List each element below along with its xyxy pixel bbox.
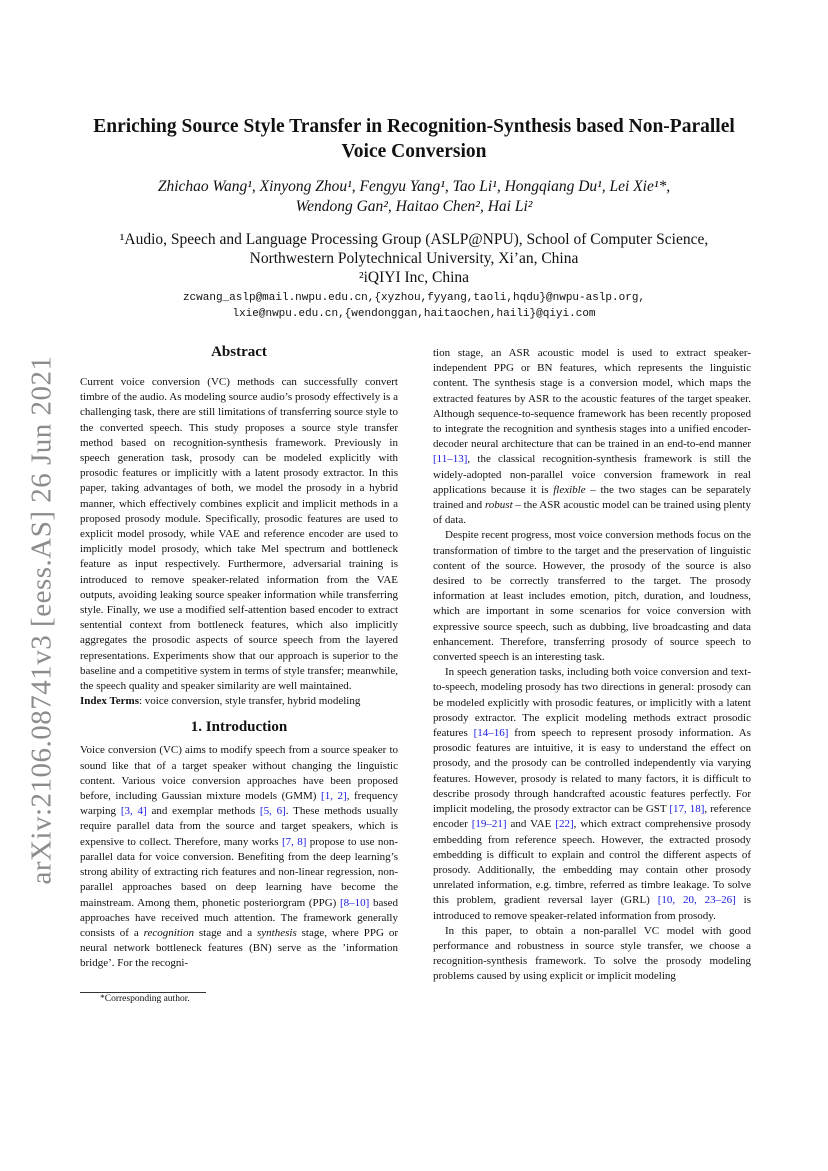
emphasis-text: robust <box>484 499 513 512</box>
body-text: , which extract comprehensive prosody embedding from reference speech. However, the extracted prosody embedding is difficult to explain and control the different aspects of prosody. Additionally, the embedding may contain other prosody unrelated information, e.g. timbre, referred as timbre leakage. To solve this problem, gradient reversal layer (GRL) <box>433 818 752 907</box>
affiliation-line-1: ¹Audio, Speech and Language Processing Group (ASLP@NPU), School of Computer Science, <box>119 231 709 248</box>
body-paragraph-1 <box>433 346 751 528</box>
index-terms-label: Index Terms <box>80 695 139 708</box>
citation-link[interactable]: [10, 20, 23–26] <box>657 894 736 907</box>
body-paragraph-4: In this paper, to obtain a non-parallel VC model with good performance and robustness in source style transfer, we choose a recognition-synthesis framework. To solve the prosody modeling problems caused by using explicit or implicit modeling <box>433 924 751 983</box>
intro-text: Voice conversion (VC) aims to modify speech from a source speaker to sound like that of a target speaker without changing the linguistic content. Various voice conversion approaches have been proposed before, including Gaussian mixture models (GMM) <box>80 744 398 803</box>
body-paragraph-3 <box>433 665 751 923</box>
intro-text: stage and a <box>193 926 257 939</box>
citation-link[interactable]: [11–13] <box>433 453 468 466</box>
citation-link[interactable]: [5, 6] <box>259 805 286 818</box>
body-text: – the two stages can be separately trained and <box>433 483 751 512</box>
introduction-heading: 1. Introduction <box>190 719 288 736</box>
title-line-2: Voice Conversion <box>341 141 487 162</box>
citation-link[interactable]: [7, 8] <box>281 835 307 848</box>
body-text: tion stage, an ASR acoustic model is used to extract speaker-independent PPG or BN features, which represents the linguistic content. The synthesis stage is a conversion model, which maps the extracted features by ASR to the acoustic features of the target speaker. Although sequence-to-sequence framework has been recently proposed to integrate the recognition and synthesis stages into a unified encoder-decoder neural architecture that can be trained in an end-to-end manner <box>433 347 751 451</box>
body-text: In speech generation tasks, including both voice conversion and text-to-speech, modeling prosody has two directions in general: prosody can be modeled explicitly with prosodic features, or implicitly with a latent prosody extractor. The explicit modeling methods extract prosodic features <box>433 666 751 740</box>
right-column <box>433 346 751 985</box>
citation-link[interactable]: [19–21] <box>471 818 507 831</box>
arxiv-side-label <box>22 355 62 885</box>
citation-link[interactable]: [22] <box>555 818 574 831</box>
affiliation-line-2: Northwestern Polytechnical University, Xi’an, China <box>249 250 579 267</box>
emphasis-text: flexible <box>553 483 586 496</box>
intro-text: . These methods usually require parallel data from the source and target speakers, which is expensive to collect. Therefore, many works <box>80 805 398 848</box>
author-list <box>80 177 748 217</box>
body-text: , reference encoder <box>433 803 751 831</box>
authors-line-2: Wendong Gan², Haitao Chen², Hai Li² <box>295 198 533 215</box>
left-column <box>80 342 398 1006</box>
title-line-1: Enriching Source Style Transfer in Recognition-Synthesis based Non-Parallel <box>93 116 735 137</box>
emphasis-text: recognition <box>143 926 194 939</box>
intro-text: based approaches have received much attention. The framework generally consists of a <box>80 896 399 939</box>
paper-title <box>80 114 748 164</box>
affiliation-line-3: ²iQIYI Inc, China <box>358 269 470 286</box>
intro-text: , frequency warping <box>80 790 398 818</box>
abstract-body: Current voice conversion (VC) methods can successfully convert timbre of the audio. As modeling source audio’s prosody effectively is a challenging task, there are still limitations of transferring source style to the converted speech. This study proposes a source style transfer method based on recognition-synthesis framework. Previously in speech generation task, prosody can be modeled explicitly with prosodic features or implicitly with a latent prosody extractor. In this paper, taking advantages of both, we model the prosody in a hybrid manner, which effectively combines explicit and implicit methods in a proposed prosody module. Specifically, prosodic features are used to explicit model prosody, while VAE and reference encoder are used to implicitly model prosody, which take Mel spectrum and bottleneck feature as input respectively. Furthermore, adversarial training is introduced to remove speaker-related information from the VAE outputs, avoiding leaking source speaker information while transferring style. Finally, we use a modified self-attention based encoder to extract sentential context from bottleneck features, which also implicitly aggregates the prosodic aspects of source speech from the layered representations. Experiments show that our approach is superior to the baseline and a competitive system in terms of style transfer; meanwhile, the speech quality and speaker similarity are well maintained. <box>80 376 398 693</box>
arxiv-id-text: arXiv:2106.08741v3 [eess.AS] 26 Jun 2021 <box>25 355 58 885</box>
citation-link[interactable]: [17, 18] <box>669 803 705 816</box>
emphasis-text: synthesis <box>257 926 297 939</box>
author-emails <box>80 290 748 322</box>
body-text: from speech to represent prosody information. As prosodic features are intuitive, it is easy to understand the effect on prosody, and the prosody can be controlled independently via varying features. However, prosody is related to many factors, it is difficult to describe prosody through handcrafted acoustic features perfectly. For implicit modeling, the prosody extractor can be GST <box>433 727 752 816</box>
body-text: and VAE <box>506 818 556 831</box>
intro-paragraph-1 <box>80 743 398 971</box>
body-paragraph-2: Despite recent progress, most voice conversion methods focus on the transformation of timbre to the target and the preservation of linguistic content of the source. However, the prosody of the source is also desired to be correctly transferred to the target. The prosody information at least includes emotion, pitch, duration, and loudness, which are important in some scenarios for voice conversion with expressive source speech, such as dubbing, live broadcasting and data enhancement. Therefore, transferring prosody of source speech to converted speech is an interesting task. <box>433 529 751 664</box>
intro-text: stage, where PPG or neural network bottleneck features (BN) serve as the ’information bridge’. For the recogni- <box>80 926 398 970</box>
citation-link[interactable]: [3, 4] <box>120 805 147 818</box>
email-line-1: zcwang_aslp@mail.nwpu.edu.cn,{xyzhou,fyyang,taoli,hqdu}@nwpu-aslp.org, <box>182 292 646 304</box>
intro-text: propose to use non-parallel data for voice conversion. Benefiting from the deep learning’s strong ability of extracting rich features and non-linear regression, non-parallel approaches based on deep learning have become the mainstream. Among them, phonetic posteriorgram (PPG) <box>80 835 399 909</box>
citation-link[interactable]: [1, 2] <box>321 790 347 803</box>
index-terms-text: : voice conversion, style transfer, hybrid modeling <box>139 695 361 708</box>
footnote: *Corresponding author. <box>100 993 190 1004</box>
intro-text: and exemplar methods <box>146 805 260 818</box>
citation-link[interactable]: [14–16] <box>473 727 509 740</box>
affiliations <box>80 230 748 287</box>
citation-link[interactable]: [8–10] <box>339 896 370 909</box>
body-text: is introduced to remove speaker-related information from prosody. <box>433 894 751 922</box>
body-text: , the classical recognition-synthesis framework is still the widely-adopted non-parallel voice conversion framework in real applications because it is <box>433 453 751 496</box>
abstract-heading: Abstract <box>211 344 267 360</box>
index-terms <box>80 694 398 709</box>
authors-line-1: Zhichao Wang¹, Xinyong Zhou¹, Fengyu Yang¹, Tao Li¹, Hongqiang Du¹, Lei Xie¹*, <box>157 178 671 195</box>
body-text: – the ASR acoustic model can be trained using plenty of data. <box>433 499 751 527</box>
email-line-2: lxie@nwpu.edu.cn,{wendonggan,haitaochen,haili}@qiyi.com <box>232 308 596 320</box>
